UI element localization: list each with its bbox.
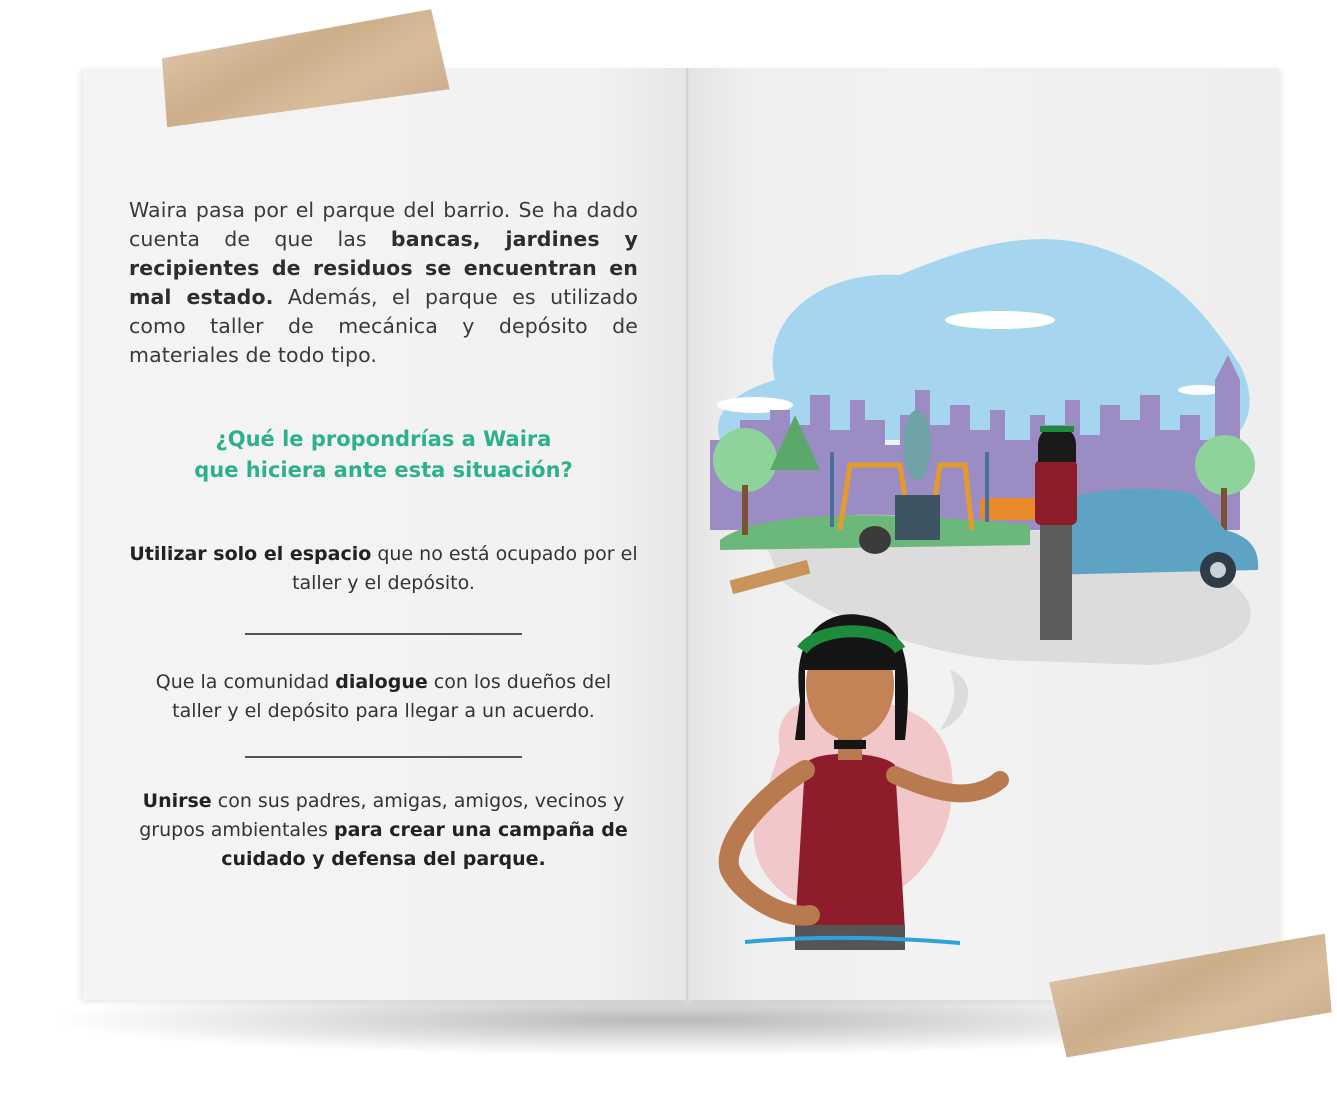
option-1-text: que no está ocupado por el taller y el depósito. [292,543,638,594]
option-1 [129,540,638,598]
car-wheel-back-hub [1210,562,1226,578]
option-2-text-1: Que la comunidad [155,671,336,693]
intro-bold: bancas, jardines y recipientes de residuos se encuentran en mal estado. [129,227,639,309]
option-2-text-2: con los dueños del taller y el depósito para llegar a un acuerdo. [172,671,612,722]
statue-base [895,495,940,540]
lamp-post-right [985,452,989,522]
small-waira-legs [1040,520,1072,640]
option-3-bold-1: Unirse [142,790,212,812]
tree-left [713,428,777,492]
book-spine [686,68,689,1000]
cloud-right [945,311,1055,329]
small-waira-headband [1040,426,1074,432]
divider-line-1 [245,633,522,635]
tree-right [1195,435,1255,495]
intro-paragraph [129,196,638,370]
small-waira-shirt [1035,460,1077,525]
option-1-bold: Utilizar solo el espacio [129,543,372,565]
option-3 [129,787,638,874]
big-waira-choker [834,740,866,749]
intro-text-2: Además, el parque es utilizado como taller de mecánica y depósito de materiales de todo tipo. [129,285,638,367]
question-line-2: que hiciera ante esta situación? [194,458,573,482]
option-2-bold: dialogue [335,671,428,693]
sky-blob [718,239,1250,440]
question-heading [129,424,638,486]
speech-bubble-tail [940,670,968,730]
trash-bag [859,526,891,554]
tree-right-trunk [1221,488,1227,533]
statue [903,410,931,480]
option-2 [129,668,638,726]
option-3-bold-2: para crear una campaña de cuidado y defensa del parque. [221,819,628,870]
lamp-post-left [830,452,834,527]
divider-line-2 [245,756,522,758]
tree-left-trunk [742,485,748,535]
intro-text-1: Waira pasa por el parque del barrio. Se ha dado cuenta de que las [129,198,638,251]
option-3-text: con sus padres, amigas, amigos, vecinos y grupos ambientales [139,790,625,841]
park-illustration [700,230,1275,990]
question-line-1: ¿Qué le propondrías a Waira [215,427,552,451]
